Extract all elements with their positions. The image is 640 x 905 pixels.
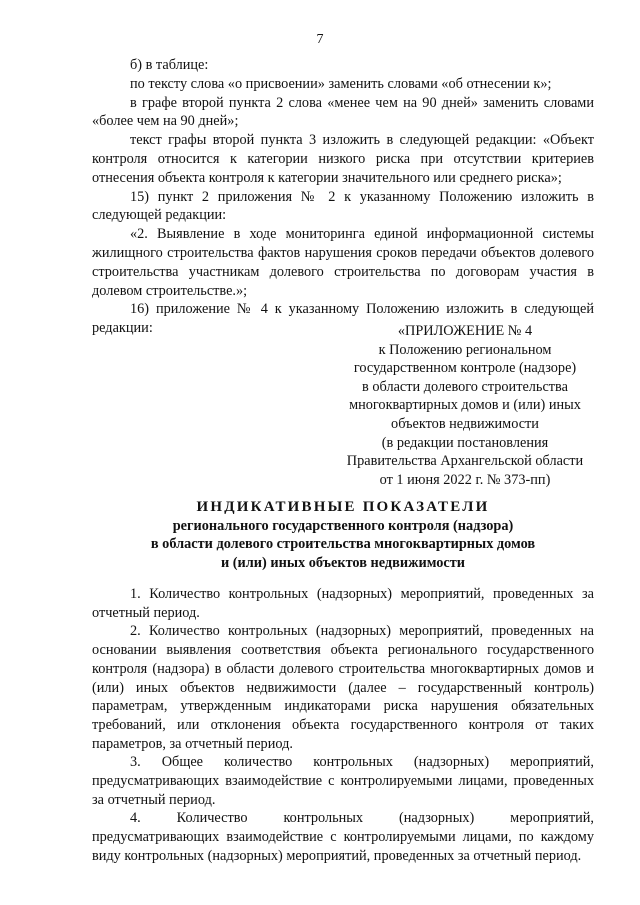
- appendix-line: многоквартирных домов и (или) иных: [349, 397, 581, 414]
- heading-title: ИНДИКАТИВНЫЕ ПОКАЗАТЕЛИ: [196, 499, 490, 515]
- appendix-line: государственном контроле (надзоре): [353, 360, 577, 377]
- paragraph: 16) приложение № 4 к указанному Положению изложить в следующей редакции:: [92, 301, 594, 337]
- indicator-item: 2. Количество контрольных (надзорных) мероприятий, проведенных на основании выявления соответствия объекта регионального государственного контроля (надзора) в области долевого строительства многоквартирных домов и (или) иных объектов недвижимости (далее – государственный контроль) параметрам, утвержденным индикаторами риска нарушения обязательных требований, или отклонения объекта государственного контроля от таких параметров, за отчетный период.: [92, 623, 594, 752]
- appendix-line: объектов недвижимости: [391, 415, 539, 432]
- indicators-list: [92, 585, 594, 866]
- section-heading: [92, 498, 594, 572]
- paragraph: б) в таблице:: [130, 57, 209, 73]
- appendix-header: [330, 322, 600, 489]
- indicator-item: 3. Общее количество контрольных (надзорных) мероприятий, предусматривающих взаимодействие с контролируемыми лицами, проведенных за отчетный период.: [92, 754, 594, 808]
- paragraph: 15) пункт 2 приложения № 2 к указанному Положению изложить в следующей редакции:: [92, 188, 594, 224]
- paragraph: текст графы второй пункта 3 изложить в следующей редакции: «Объект контроля относится к категории низкого риска при отсутствии критериев отнесения объекта контроля к категории значительного или среднего риска»;: [92, 132, 594, 186]
- appendix-line: в области долевого строительства: [362, 378, 568, 395]
- appendix-line: от 1 июня 2022 г. № 373-пп): [379, 471, 551, 488]
- indicator-item: 4. Количество контрольных (надзорных) мероприятий, предусматривающих взаимодействие с контролируемыми лицами, по каждому виду контрольных (надзорных) мероприятий, проведенных за отчетный период.: [92, 810, 594, 864]
- indicator-item: 1. Количество контрольных (надзорных) мероприятий, проведенных за отчетный период.: [92, 586, 594, 621]
- heading-line: в области долевого строительства многоквартирных домов: [150, 536, 536, 553]
- paragraph: «2. Выявление в ходе мониторинга единой информационной системы жилищного строительства фактов нарушения сроков передачи объектов долевого строительства участникам долевого строительства по договорам участия в долевом строительстве.»;: [92, 226, 594, 299]
- heading-line: регионального государственного контроля (надзора): [172, 517, 514, 534]
- appendix-line: «ПРИЛОЖЕНИЕ № 4: [397, 323, 533, 339]
- appendix-line: Правительства Архангельской области: [346, 453, 584, 470]
- appendix-line: (в редакции постановления: [381, 434, 549, 451]
- paragraph: в графе второй пункта 2 слова «менее чем на 90 дней» заменить словами «более чем на 90 дней»;: [92, 94, 594, 130]
- amendment-text: [92, 56, 594, 338]
- paragraph: по тексту слова «о присвоении» заменить словами «об отнесении к»;: [130, 75, 552, 92]
- appendix-line: к Положению региональном: [378, 341, 552, 358]
- heading-line: и (или) иных объектов недвижимости: [220, 554, 466, 571]
- page-number: 7: [316, 32, 324, 47]
